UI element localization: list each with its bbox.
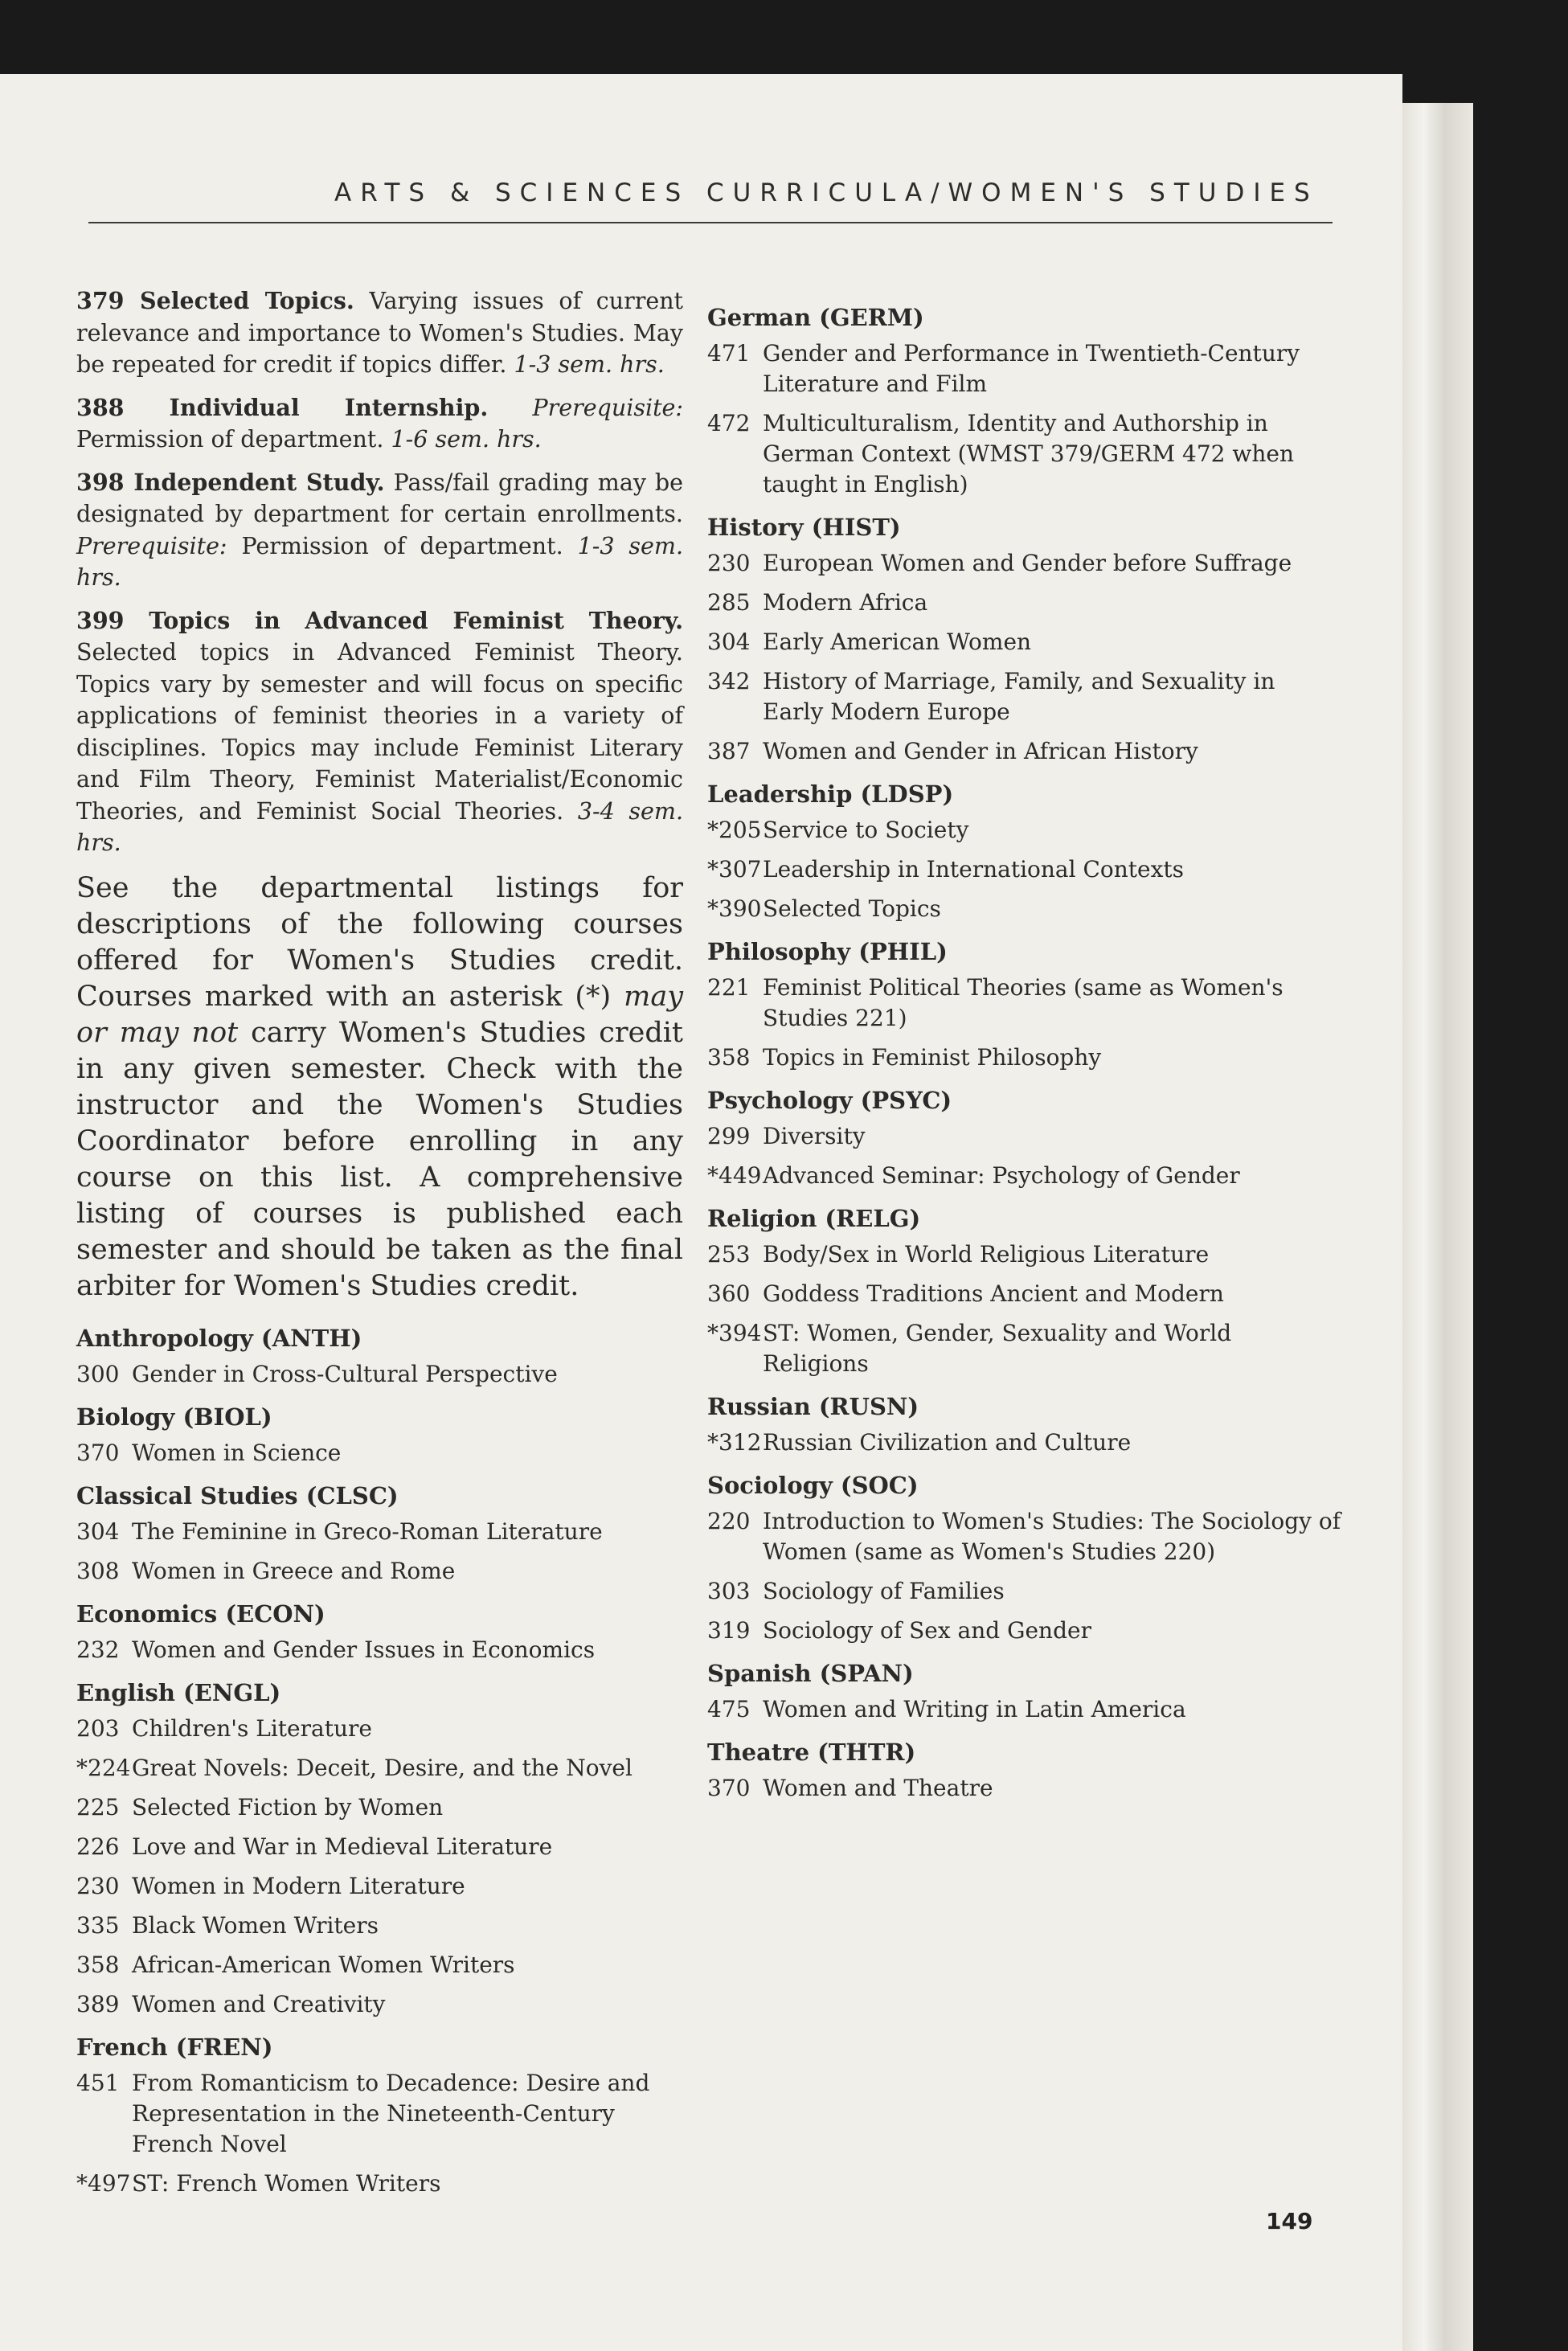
course-title: Great Novels: Deceit, Desire, and the Novel (132, 1754, 633, 1781)
course-listing (707, 338, 1342, 399)
course-title: Feminist Political Theories (same as Women's Studies 221) (763, 974, 1283, 1031)
course-number: 370 (76, 1439, 120, 1466)
course-title: Service to Society (763, 817, 969, 843)
course-listing (707, 973, 1342, 1034)
course-number: 303 (707, 1578, 751, 1604)
course-number: 304 (76, 1518, 120, 1545)
course-title: Women and Writing in Latin America (763, 1696, 1186, 1722)
course-number: 221 (707, 974, 751, 1001)
course-title: Leadership in International Contexts (763, 856, 1185, 883)
course-listing (76, 1714, 683, 1744)
course-listing (707, 1773, 1342, 1804)
course-credit: 3-4 sem. hrs. (76, 797, 684, 856)
course-number: *224 (76, 1754, 131, 1781)
course-listing (707, 588, 1342, 618)
course-credit: 1-6 sem. hrs. (391, 426, 542, 453)
department-heading: Religion (RELG) (707, 1205, 921, 1232)
course-title: Women and Creativity (132, 1990, 386, 2017)
course-entry (76, 605, 683, 859)
right-column (707, 285, 1342, 1812)
course-listing (707, 627, 1342, 657)
course-listing (76, 1871, 683, 1902)
department-heading: History (HIST) (707, 514, 901, 541)
course-number: 472 (707, 410, 751, 436)
department-list-left (76, 1322, 683, 2199)
department-heading: Philosophy (PHIL) (707, 938, 948, 965)
course-listing (76, 1911, 683, 1941)
course-title: Introduction to Women's Studies: The Sociology of Women (same as Women's Studies 220) (763, 1508, 1341, 1565)
course-listing (76, 2068, 683, 2160)
course-listing (76, 1792, 683, 1823)
department-heading: Russian (RUSN) (707, 1393, 919, 1420)
course-title: Sociology of Sex and Gender (763, 1617, 1091, 1644)
course-number: 230 (707, 550, 751, 576)
prerequisite-label: Prerequisite: (532, 394, 684, 421)
course-title: Women and Gender Issues in Economics (132, 1636, 596, 1663)
running-head: ARTS & SCIENCES CURRICULA/WOMEN'S STUDIES (334, 178, 1319, 207)
course-description: Pass/fail grading may be designated by department for certain enrollments. (76, 469, 683, 527)
course-description: Permission of department. (76, 426, 384, 453)
department-heading: Psychology (PSYC) (707, 1087, 952, 1114)
course-title: The Feminine in Greco-Roman Literature (132, 1518, 603, 1545)
course-title: European Women and Gender before Suffrage (763, 550, 1292, 576)
course-entry (76, 392, 683, 456)
course-listing (707, 854, 1342, 885)
course-entry (76, 285, 683, 381)
course-number: *394 (707, 1320, 762, 1346)
course-listing (76, 1635, 683, 1665)
course-listing (76, 1359, 683, 1390)
course-listing (707, 1427, 1342, 1458)
course-number: 387 (707, 738, 751, 764)
course-title: Modern Africa (763, 589, 928, 616)
course-number: 300 (76, 1360, 120, 1387)
page-edge (1402, 103, 1473, 2351)
course-number: *312 (707, 1429, 762, 1456)
course-number: 232 (76, 1636, 120, 1663)
course-number: 230 (76, 1872, 120, 1899)
department-heading: Theatre (THTR) (707, 1739, 916, 1766)
course-listing (707, 1694, 1342, 1725)
department-heading: English (ENGL) (76, 1678, 281, 1706)
course-listing (76, 1517, 683, 1547)
course-listing (76, 1989, 683, 2020)
course-listing (76, 2169, 683, 2199)
course-number: 226 (76, 1833, 120, 1860)
course-number: 203 (76, 1714, 120, 1742)
course-number: 389 (76, 1990, 120, 2017)
course-title: Women in Modern Literature (132, 1872, 465, 1899)
course-number: 342 (707, 668, 751, 694)
course-number: 360 (707, 1280, 751, 1307)
course-number: 285 (707, 589, 751, 616)
course-title: Selected Topics (763, 895, 941, 922)
department-heading: French (FREN) (76, 2033, 273, 2061)
course-title: Russian Civilization and Culture (763, 1429, 1132, 1456)
course-number: 299 (707, 1123, 751, 1149)
course-title: ST: Women, Gender, Sexuality and World Religions (763, 1320, 1232, 1377)
course-credit: 1-3 sem. hrs. (76, 532, 683, 591)
course-number: *497 (76, 2169, 131, 2197)
course-listing (707, 408, 1342, 500)
department-heading: Sociology (SOC) (707, 1472, 919, 1499)
course-listing (707, 1042, 1342, 1073)
department-heading: Biology (BIOL) (76, 1403, 272, 1431)
course-listing (76, 1832, 683, 1862)
course-number: *205 (707, 817, 762, 843)
course-title: Children's Literature (132, 1714, 372, 1742)
course-number: 304 (707, 629, 751, 655)
intro-text: carry Women's Studies credit in any given semester. Check with the instructor and the Women's Studies Coordinator before enrolling in any course on this list. A comprehensive listing of courses is published each semester and should be taken as the final arbiter for Women's Studies credit. (76, 1016, 683, 1302)
department-heading: Economics (ECON) (76, 1599, 325, 1628)
department-heading: Anthropology (ANTH) (76, 1324, 362, 1352)
course-listing (76, 1950, 683, 1980)
course-listing (707, 1506, 1342, 1567)
course-number: 220 (707, 1508, 751, 1534)
course-title: Selected Fiction by Women (132, 1793, 444, 1821)
department-heading: Spanish (SPAN) (707, 1660, 914, 1687)
intro-text: See the departmental listings for descriptions of the following courses offered for Women's Studies credit. Courses marked with an asterisk (*) (76, 871, 683, 1013)
course-number: 358 (707, 1044, 751, 1071)
left-column (76, 285, 683, 2208)
course-listing (707, 1161, 1342, 1191)
course-description: Permission of department. (241, 532, 563, 559)
course-title: Gender and Performance in Twentieth-Century Literature and Film (763, 340, 1300, 397)
course-listing (707, 1121, 1342, 1152)
course-listing (707, 548, 1342, 579)
course-number: *449 (707, 1162, 762, 1189)
course-listing (76, 1753, 683, 1784)
department-heading: German (GERM) (707, 304, 924, 331)
course-title: Diversity (763, 1123, 866, 1149)
course-listing (76, 1556, 683, 1587)
prerequisite-label: Prerequisite: (76, 532, 227, 559)
course-number: *390 (707, 895, 762, 922)
course-listing (707, 815, 1342, 846)
course-listing (707, 666, 1342, 727)
department-list-right (707, 301, 1342, 1804)
course-number: 471 (707, 340, 751, 367)
course-title: Early American Women (763, 629, 1032, 655)
course-title: ST: French Women Writers (132, 2169, 441, 2197)
course-title: History of Marriage, Family, and Sexuality in Early Modern Europe (763, 668, 1275, 725)
course-title: African-American Women Writers (132, 1951, 515, 1978)
intro-paragraph (76, 870, 683, 1305)
course-number: 308 (76, 1557, 120, 1584)
course-title: Topics in Feminist Philosophy (763, 1044, 1102, 1071)
course-title: 399 Topics in Advanced Feminist Theory. (76, 606, 683, 634)
course-title: Sociology of Families (763, 1578, 1005, 1604)
course-description: Selected topics in Advanced Feminist Theory. Topics vary by semester and will focus on specific applications of feminist theories in a variety of disciplines. Topics may include Feminist Literary and Film Theory, Feminist Materialist/Economic Theories, and Feminist Social Theories. (76, 639, 683, 825)
course-number: 475 (707, 1696, 751, 1722)
course-number: 225 (76, 1793, 120, 1821)
course-credit: 1-3 sem. hrs. (514, 351, 665, 378)
course-title: Body/Sex in World Religious Literature (763, 1241, 1210, 1268)
course-listing (707, 1576, 1342, 1607)
header-rule (88, 222, 1333, 223)
course-title: 398 Independent Study. (76, 468, 385, 496)
course-title: Love and War in Medieval Literature (132, 1833, 553, 1860)
page-number: 149 (1266, 2208, 1313, 2234)
course-title: Gender in Cross-Cultural Perspective (132, 1360, 558, 1387)
course-title: From Romanticism to Decadence: Desire and Representation in the Nineteenth-Century French Novel (132, 2069, 650, 2157)
course-title: Goddess Traditions Ancient and Modern (763, 1280, 1224, 1307)
course-title: 379 Selected Topics. (76, 287, 354, 314)
course-number: 451 (76, 2069, 120, 2096)
course-number: 370 (707, 1775, 751, 1801)
course-title: Women and Gender in African History (763, 738, 1198, 764)
course-listing (707, 1239, 1342, 1270)
course-listing (707, 1318, 1342, 1379)
course-title: Advanced Seminar: Psychology of Gender (763, 1162, 1240, 1189)
course-title: Multiculturalism, Identity and Authorship in German Context (WMST 379/GERM 472 when taught in English) (763, 410, 1294, 498)
department-heading: Classical Studies (CLSC) (76, 1481, 399, 1509)
course-title: Women in Science (132, 1439, 342, 1466)
course-listing (76, 1438, 683, 1468)
course-listing (707, 1279, 1342, 1309)
course-title: Women in Greece and Rome (132, 1557, 456, 1584)
course-number: 253 (707, 1241, 751, 1268)
course-title: Black Women Writers (132, 1911, 379, 1939)
course-number: 335 (76, 1911, 120, 1939)
intro-emphasis: may or may not (76, 980, 683, 1049)
course-number: *307 (707, 856, 762, 883)
department-heading: Leadership (LDSP) (707, 780, 954, 808)
course-entry (76, 467, 683, 594)
course-listing (707, 736, 1342, 767)
course-listing (707, 1616, 1342, 1646)
course-description: Varying issues of current relevance and importance to Women's Studies. May be repeated for credit if topics differ. (76, 288, 684, 378)
course-title: 388 Individual Internship. (76, 393, 489, 421)
course-title: Women and Theatre (763, 1775, 993, 1801)
course-listing (707, 894, 1342, 924)
course-number: 319 (707, 1617, 751, 1644)
course-number: 358 (76, 1951, 120, 1978)
